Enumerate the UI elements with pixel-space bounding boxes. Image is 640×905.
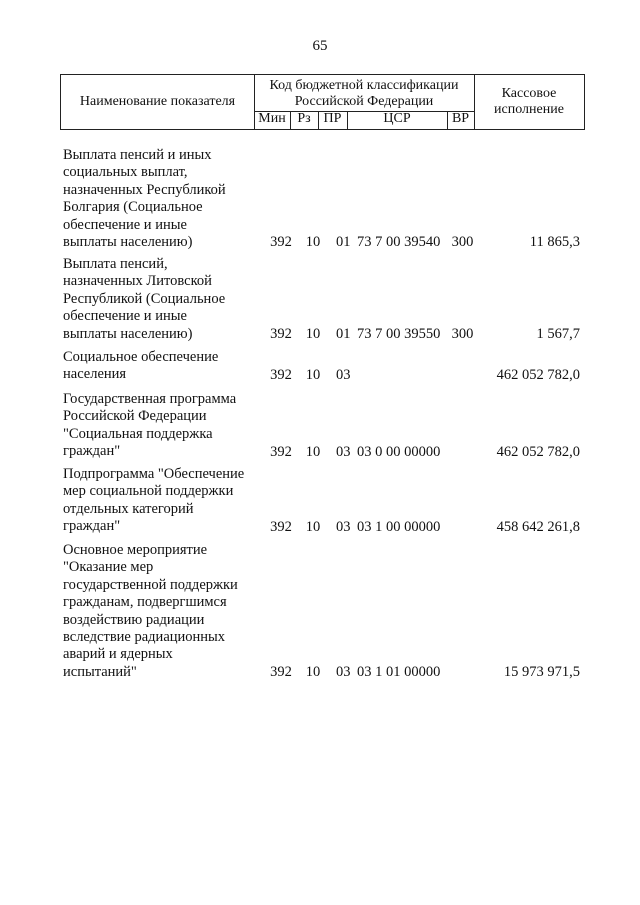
row-rz: 10 [305, 366, 321, 383]
row-pr: 03 [336, 518, 351, 535]
row-name: Выплата пенсий и иных социальных выплат, назначенных Республикой Болгария (Социальное обеспечение и иные выплаты населению) [63, 147, 226, 251]
row-min: 392 [270, 325, 292, 342]
table-row [0, 147, 640, 251]
table-row [0, 256, 640, 343]
row-amount: 15 973 971,5 [503, 663, 580, 680]
header-code-line2: Российской Федерации [294, 94, 434, 109]
row-name: Социальное обеспечение населения [63, 349, 219, 383]
row-amount: 11 865,3 [529, 233, 580, 250]
row-csr: 73 7 00 39550 [357, 325, 441, 342]
row-rz: 10 [305, 663, 321, 680]
header-min-label: Мин [258, 111, 286, 126]
row-name: Подпрограмма "Обеспечение мер социальной поддержки отдельных категорий граждан" [63, 466, 245, 535]
row-amount: 462 052 782,0 [496, 366, 580, 383]
row-amount: 462 052 782,0 [496, 443, 580, 460]
row-min: 392 [270, 518, 292, 535]
row-csr: 03 0 00 00000 [357, 443, 441, 460]
row-pr: 01 [336, 325, 351, 342]
page-number: 65 [312, 38, 328, 54]
row-rz: 10 [305, 518, 321, 535]
row-amount: 1 567,7 [536, 325, 580, 342]
row-csr: 03 1 01 00000 [357, 663, 441, 680]
table-row [0, 466, 640, 536]
row-amount: 458 642 261,8 [496, 518, 580, 535]
row-csr: 73 7 00 39540 [357, 233, 441, 250]
table-row [0, 349, 640, 384]
row-pr: 03 [336, 663, 351, 680]
row-min: 392 [270, 663, 292, 680]
header-pr-label: ПР [323, 111, 342, 126]
table-row [0, 391, 640, 461]
row-csr: 03 1 00 00000 [357, 518, 441, 535]
row-vr: 300 [451, 233, 474, 250]
row-vr: 300 [451, 325, 474, 342]
row-rz: 10 [305, 325, 321, 342]
row-min: 392 [270, 443, 292, 460]
header-csr-label: ЦСР [383, 111, 411, 126]
row-name: Основное мероприятие "Оказание мер государственной поддержки гражданам, подвергшимся воздействию радиации вследствие радиационных аварий и ядерных испытаний" [63, 542, 238, 680]
row-rz: 10 [305, 233, 321, 250]
row-rz: 10 [305, 443, 321, 460]
header-vr-label: ВР [451, 111, 470, 126]
row-min: 392 [270, 233, 292, 250]
row-pr: 03 [336, 443, 351, 460]
row-pr: 01 [336, 233, 351, 250]
header-rz-label: Рз [297, 111, 311, 126]
header-code-line1: Код бюджетной классификации [269, 78, 459, 93]
row-name: Государственная программа Российской Федерации "Социальная поддержка граждан" [63, 391, 237, 460]
header-amount-line1: Кассовое [501, 86, 557, 101]
header-name-label: Наименование показателя [79, 94, 236, 109]
row-pr: 03 [336, 366, 351, 383]
row-min: 392 [270, 366, 292, 383]
row-name: Выплата пенсий, назначенных Литовской Республикой (Социальное обеспечение и иные выплаты населению) [63, 256, 226, 342]
header-amount-line2: исполнение [494, 102, 564, 117]
table-row [0, 542, 640, 681]
